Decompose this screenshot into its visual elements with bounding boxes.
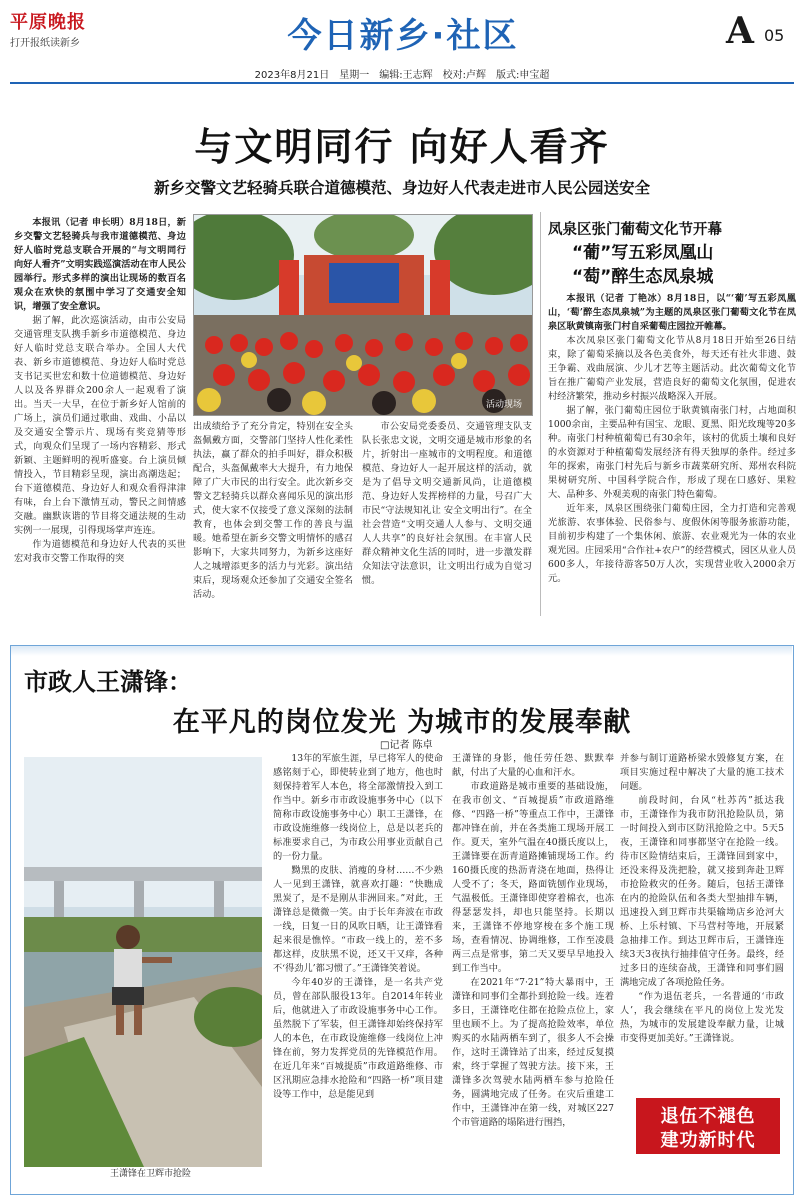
masthead-rule [10,82,794,84]
worker-photo [24,757,262,1167]
story1-paragraph: 作为道德模范和身边好人代表的买世宏对我市交警工作取得的突 [14,539,186,564]
side-story-paragraph: 近年来，凤泉区围绕张门葡萄庄园，全力打造和完善观光旅游、农事体验、民俗参与、度假休闲等服务旅游功能，目前初步构建了一个集休闲、旅游、农业观光为一体的农业观光园。庄园采用“合作社+农户”的经营模式，园区从业人员600多人，年接待游客50万人次，实现营业收入2000余万元。 [548,503,796,584]
page-letter: A [726,10,754,52]
feature-column-1 [273,752,443,1184]
feature-headline-kicker: 市政人王潇锋： [24,667,192,696]
section-title: 今日新乡·社区 [287,16,519,56]
feature-column-3 [620,752,784,1096]
page-number: 05 [764,26,785,45]
story1-column-1 [14,216,186,616]
feature-paragraph: “作为退伍老兵，一名普通的‘市政人’，我会继续在平凡的岗位上发光发热，为城市的发展建设奉献力量，让城市变得更加美好。”王潇锋说。 [620,991,784,1044]
side-story-body [548,292,796,616]
story1-paragraph: 本报讯（记者 申长明）8月18日，新乡交警文艺轻骑兵与我市道德模范、身边好人临时党总支联合开展的“与文明同行 向好人看齐”文明实践巡演活动在市人民公园举行。形式多样的演出让现场的数百名观众在欢快的氛围中学习了交通安全知识，增强了安全意识。 [14,217,186,312]
feature-headline: 在平凡的岗位发光 为城市的发展奉献 [172,707,632,738]
story1-paragraph: 据了解，此次巡演活动，由市公安局交通管理支队携手新乡市道德模范、身边好人临时党总支联合举办。全国人大代表、新乡市道德模范、身边好人临时党总支书记买世宏和数十位道德模范、身边好人以及各界群众200余人一起观看了演出。当天一大早，在位于新乡好人馆前的广场上，演员们通过歌曲、戏曲、小品以及交通安全警示片、现场有奖竞猜等形式，向观众们呈现了一场内容精彩、形式新颖、主题鲜明的视听盛宴。台上演员倾情投入，节目精彩呈现，演出高潮迭起；台下道德模范、身边好人和观众看得津津有味，台上台下激情互动，警民之间情感交融。幽默诙谐的节目将交通法规的生动实例一一展现，引得现场掌声连连。 [14,315,186,536]
main-subheadline: 新乡交警文艺轻骑兵联合道德模范、身边好人代表走进市人民公园送安全 [153,179,650,197]
story1-column-3 [362,420,532,615]
feature-paragraph: 13年的军旅生涯，早已将军人的使命感铭刻于心，即使转业到了地方，他也时刻保持着军人本色，将全部激情投入到工作当中。新乡市市政设施事务中心（以下简称市政设施事务中心）职工王潇锋，在市政设施维修一线岗位上，总是以老兵的标准要求自己，为市政公用事业贡献自己的一份力量。 [273,753,443,862]
feature-paragraph: 王潇锋的身影，他任劳任怨、默默奉献，付出了大量的心血和汗水。 [452,753,614,778]
event-photo-illustration [194,215,532,415]
feature-column-2 [452,752,614,1184]
main-headline: 与文明同行 向好人看齐 [194,125,610,169]
side-story-subtitle-1: “葡”写五彩凤凰山 [572,243,714,263]
feature-paragraph: 在2021年“7·21”特大暴雨中，王潇锋和同事们全都扑到抢险一线。连着多日，王潇锋吃住都在抢险点位上，家里也顾不上。为了提高抢险效率，单位购买的水陆两栖车到了，很多人不会操作，这时王潇锋站了出来，经过反复摸索，终于掌握了驾驶方法。接下来，王潇锋多次驾驶水陆两栖车参与抢险任务，圆满地完成了任务。在灾后重建工作中，王潇锋冲在第一线，对城区227个市管道路的塌陷进行围挡， [452,977,614,1128]
worker-photo-illustration [24,757,262,1167]
feature-byline: □记者 陈卓 [380,740,433,751]
side-story-paragraph: 据了解，张门葡萄庄园位于耿黄镇南张门村，占地面积1000余亩，主要品种有国宝、龙眼、夏黑、阳光玫瑰等20多种。南张门村种植葡萄已有30余年，该村的优质土壤和良好的水资源对于种植葡萄发展经济有得天独厚的条件。经过多年的探索，南张门村先后与新乡市蔬菜研究所、郑州农科院果树研究所、中国科学院合作，形成了现在口感好、果粒大、品种多、外观美观的南张门特色葡萄。 [548,405,796,500]
feature-paragraph: 今年40岁的王潇锋，是一名共产党员，曾在部队服役13年。自2014年转业后，他就进入了市政设施事务中心工作。虽然脱下了军装，但王潇锋却始终保持军人的本色，在市政设施维修一线岗位上冲锋在前，努力发挥党员的先锋模范作用。在近几年来“百城提质”市政道路维修、市区汛期应急排水抢险和“四路一桥”项目建设等工作中，总是能见到 [273,977,443,1100]
event-photo [193,214,533,416]
story1-paragraph: 出成绩给予了充分肯定，特别在安全头盔佩戴方面，交警部门坚持人性化柔性执法，赢了群众的拍手叫好，群众积极配合，头盔佩戴率大大提升，有力地保障了广大市民的出行安全。此次新乡交警文艺轻骑兵以群众喜闻乐见的演出形式，使大家不仅接受了意义深刻的法制教育，也体会到交警工作的善良与温暖。她希望在新乡交警文明情怀的感召影响下，大家共同努力，为新乡这座好人之城增添更多的活力与光彩。演出结束后，现场观众还参加了交通安全签名活动。 [193,421,353,600]
feature-paragraph: 黝黑的皮肤、消瘦的身材……不少熟人一见到王潇锋，就喜欢打趣：“快瞧成黑炭了，是不是刚从非洲回来。”对此，王潇锋总是微微一笑。由于长年奔波在市政一线，日复一日的风吹日晒，让王潇锋看起来很是憔悴。“市政一线上的，差不多都这样，皮肤黑不说，还又干又痒，各种不‘得劲儿’都习惯了。”王潇锋笑着说。 [273,865,443,974]
newspaper-logo: 平原晚报 [10,12,86,33]
issue-meta-line: 2023年8月21日 星期一 编辑:王志辉 校对:卢辉 版式:申宝超 [254,70,550,81]
slogan-banner-line-2: 建功新时代 [660,1130,756,1151]
side-story-paragraph: 本报讯（记者 丁艳冰）8月18日，以“‘葡’写五彩凤凰山，‘萄’醉生态凤泉城”为主题的凤泉区张门葡萄文化节在凤泉区耿黄镇南张门村自采葡萄庄园拉开帷幕。 [548,293,796,332]
slogan-banner-line-1: 退伍不褪色 [660,1106,756,1127]
feature-paragraph: 并参与制订道路桥梁水毁修复方案，在项目实施过程中解决了大量的施工技术问题。 [620,753,784,792]
worker-photo-caption: 王潇锋在卫辉市抢险 [110,1169,192,1179]
newspaper-slogan: 打开报纸读新乡 [10,38,80,49]
feature-paragraph: 市政道路是城市重要的基础设施，在我市创文、“百城提质”市政道路维修、“四路一桥”等重点工作中，王潇锋都冲锋在前，并在各类施工现场开展工作。夏天，室外气温在40摄氏度以上，王潇锋要在沥青道路摊铺现场工作。约160摄氏度的热沥青浇在地面，热得让人受不了；冬天，路面铣刨作业现场，气温极低。王潇锋即使穿着棉衣，也冻得瑟瑟发抖，却也只能坚持。长期以来，王潇锋不停地穿梭在多个施工现场，查看情况、协调维修，工作至凌晨两三点是常事，第二天又要早早地投入到工作当中。 [452,781,614,974]
story1-column-2 [193,420,353,615]
side-story-title: 凤泉区张门葡萄文化节开幕 [548,222,722,238]
event-photo-caption: 活动现场 [486,400,523,410]
feature-story-band [11,646,792,656]
side-story-subtitle-2: “萄”醉生态凤泉城 [572,267,714,287]
side-story-paragraph: 本次凤泉区张门葡萄文化节从8月18日开始至26日结束，除了葡萄采摘以及各色美食外，每天还有社火非遗、鼓王争霸、戏曲展演、少儿才艺等主题活动。此次葡萄文化节旨在推广葡萄产业发展，营造良好的葡萄文化氛围，促进农村经济繁荣，推动乡村振兴战略深入开展。 [548,335,796,402]
feature-paragraph: 前段时间，台风“杜苏芮”抵达我市，王潇锋作为我市防汛抢险队员，第一时间投入到市区防汛抢险之中。5天5夜，王潇锋和同事都坚守在抢险一线。待市区险情结束后，王潇锋回到家中，还没来得及洗把脸，就又接到奔赴卫辉市抢险救灾的任务。随后，包括王潇锋在内的抢险队伍和各类大型抽排车辆，迅速投入到卫辉市共渠输坳店乡沧河大桥、上乐村镇、下马营村等地，开展紧急抽排工作。到达卫辉市后，王潇锋连续3天3夜执行抽排值守任务。最终，经过多日的连续奋战，王潇锋和同事们圆满地完成了各项抢险任务。 [620,795,784,988]
column-divider [540,212,541,616]
story1-paragraph: 市公安局党委委员、交通管理支队支队长张忠文说，文明交通是城市形象的名片，折射出一座城市的文明程度。和道德模范、身边好人一起开展这样的活动，就是为了倡导文明交通新风尚，让道德模范、身边好人发挥榜样的力量，号召广大市民“守法规知礼让 安全文明出行”。在全社会营造“文明交通人人参与、文明交通人人共享”的良好社会氛围。在丰富人民群众精神文化生活的同时，进一步激发群众知法守法意识，让文明出行成为自觉习惯。 [362,421,532,586]
